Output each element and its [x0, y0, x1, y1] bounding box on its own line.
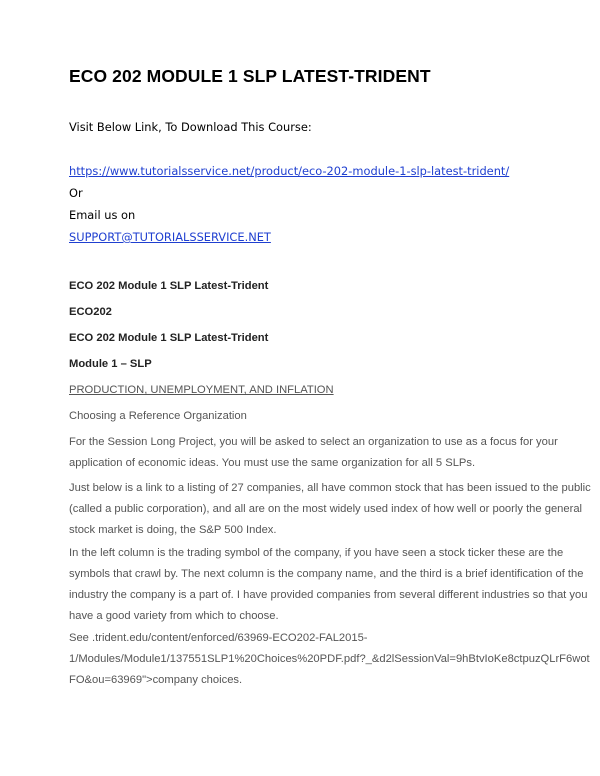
- paragraph-line: industry the company is a part of. I have provided companies from several different industries so that you: [69, 589, 588, 601]
- paragraph-line: (called a public corporation), and all are on the most widely used index of how well or poorly the general: [69, 503, 583, 515]
- paragraph-line: stock market is doing, the S&P 500 Index.: [69, 524, 277, 536]
- paragraph-session-project: [69, 432, 558, 474]
- paragraph-columns: [69, 543, 588, 627]
- paragraph-line: See .trident.edu/content/enforced/63969-ECO202-FAL2015-: [69, 632, 368, 644]
- or-text: Or: [69, 186, 83, 200]
- course-link[interactable]: https://www.tutorialsservice.net/product/eco-202-module-1-slp-latest-trident/: [69, 164, 510, 178]
- paragraph-see-link: [69, 628, 590, 691]
- heading-course-repeat: ECO 202 Module 1 SLP Latest-Trident: [69, 332, 269, 344]
- paragraph-line: FO&ou=63969">company choices.: [69, 674, 243, 686]
- paragraph-line: 1/Modules/Module1/137551SLP1%20Choices%20PDF.pdf?_&d2lSessionVal=9hBtvIoKe8ctpuzQLrF6wot: [69, 653, 590, 665]
- heading-code: ECO202: [69, 306, 112, 318]
- paragraph-line: Just below is a link to a listing of 27 companies, all have common stock that has been issued to the public: [69, 482, 591, 494]
- email-link[interactable]: SUPPORT@TUTORIALSSERVICE.NET: [69, 230, 271, 244]
- heading-course: ECO 202 Module 1 SLP Latest-Trident: [69, 280, 269, 292]
- paragraph-line: have a good variety from which to choose.: [69, 610, 279, 622]
- visit-text: Visit Below Link, To Download This Course:: [69, 120, 312, 134]
- page-title: ECO 202 MODULE 1 SLP LATEST-TRIDENT: [69, 66, 431, 86]
- subsection-title: Choosing a Reference Organization: [69, 410, 247, 422]
- paragraph-line: symbols that crawl by. The next column is the company name, and the third is a brief identification of the: [69, 568, 584, 580]
- email-label: Email us on: [69, 208, 136, 222]
- section-title: PRODUCTION, UNEMPLOYMENT, AND INFLATION: [69, 384, 334, 396]
- paragraph-line: In the left column is the trading symbol of the company, if you have seen a stock ticker these are the: [69, 547, 564, 559]
- paragraph-line: For the Session Long Project, you will be asked to select an organization to use as a focus for your: [69, 436, 558, 448]
- paragraph-line: application of economic ideas. You must use the same organization for all 5 SLPs.: [69, 457, 476, 469]
- heading-module: Module 1 – SLP: [69, 358, 152, 370]
- paragraph-company-listing: [69, 478, 591, 541]
